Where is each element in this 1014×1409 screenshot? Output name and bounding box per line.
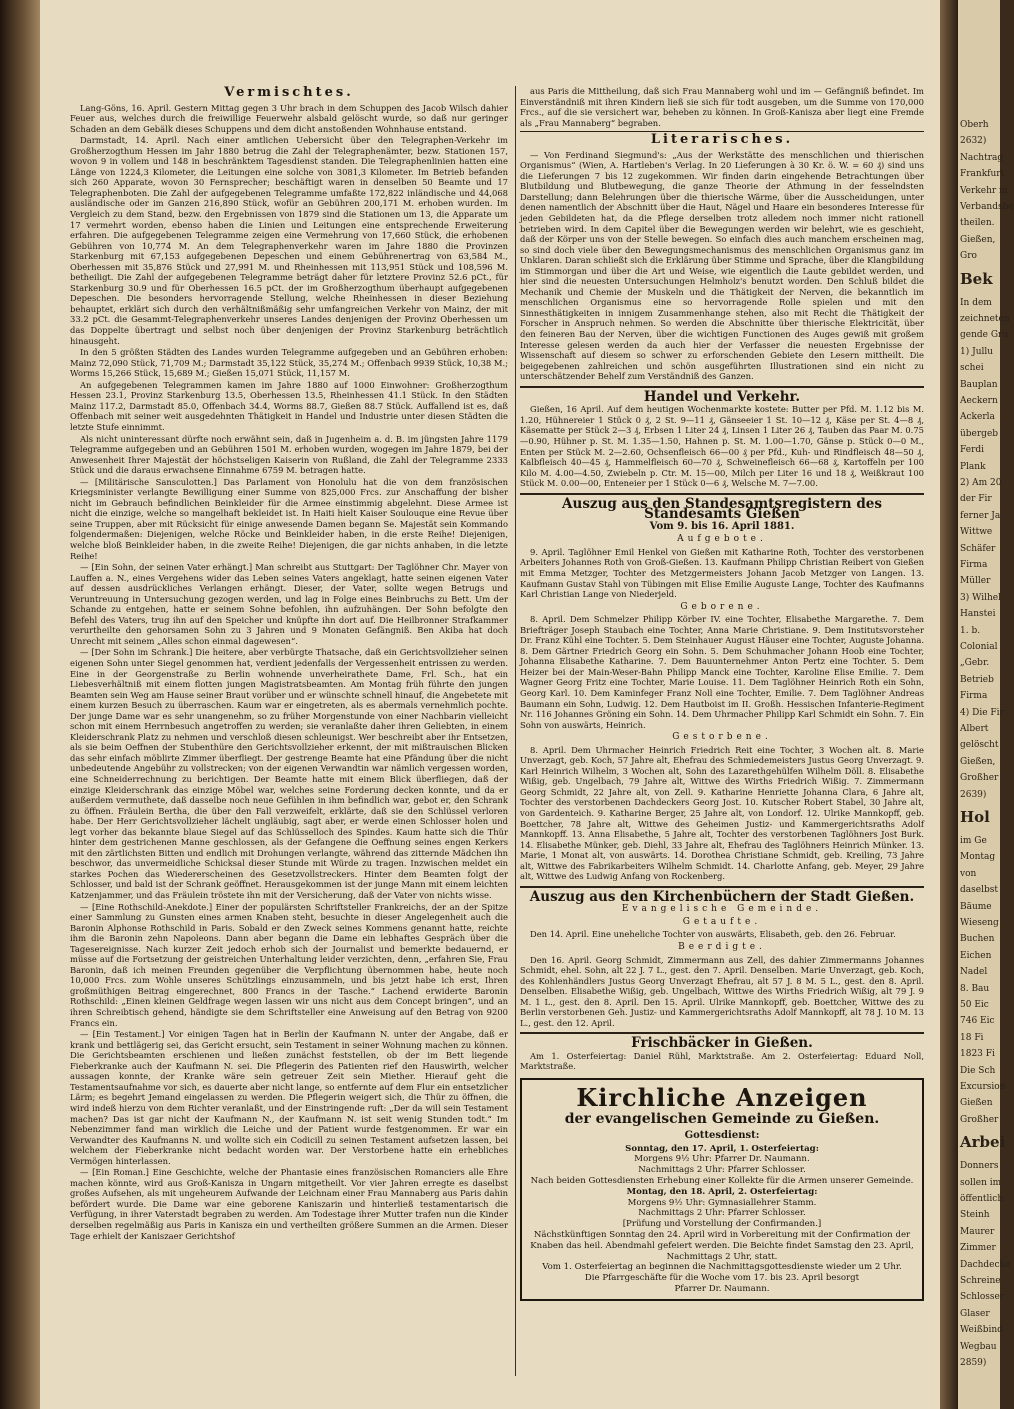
box-line: Nachmittags 2 Uhr: Pfarrer Schlosser. — [638, 1208, 806, 1219]
article-paragraph: — [Ein Roman.] Eine Geschichte, welche der Phantasie eines französischen Romanciers alle Ehre machen könnte, wird aus Groß-Kanisza in Ungarn mitgetheilt. Vor vier Jahren erregte es daselbst großes Aufsehen, als mit ungeheurem Aufwande der Leichnam einer Frau Mannaberg aus Paris dahin befördert wurde. Die Dame war eine geborene Kaniszarin und hinterließ testamentarisch die Verfügung, in ihrer Vaterstadt begraben zu werden. Am Todestage ihrer Mutter trafen nun die Kinder derselben regelmäßig aus Paris in Kanisza ein und vertheilten größere Summen an die Armen. Dieser Tage erhielt der Kaniszaer Gerichtshof — [70, 1167, 508, 1241]
next-page-fragment: Hol — [960, 808, 990, 826]
aufgebote-text: 9. April. Taglöhner Emil Henkel von Gießen mit Katharine Roth, Tochter des verstorbenen Arbeiters Johannes Roth von Groß-Gießen. 13. Kaufmann Philipp Christian Reibert von Gießen mit Emma Metzger, Tochter des Metzgermeisters Johann Jacob Metzger von Langen. 13. Kaufmann Gustav Stahl von Tübingen mit Elise Emilie Auguste Lange, Tochter des Kaufmanns Karl Christian Lange von Niederjeld. — [520, 546, 924, 600]
next-page-fragment: Arbei — [960, 1133, 1006, 1152]
next-page-fragment: Schreine — [960, 1276, 1001, 1286]
section-heading-vermischtes: Vermischtes. — [224, 85, 354, 100]
beerdigte-text: Den 16. April. Georg Schmidt, Zimmermann aus Zell, des dahier Zimmermanns Johannes Schmidt, ehel. Sohn, alt 22 J. 7 L., gest. den 7. April. Denselben. Marie Unverzagt, geb. Koch, des Kohlenhändlers Justus Georg Unverzagt Ehefrau, alt 57 J. 8 M. 5 L., gest. den 8. April. Denselben. Elisabethe Wißig, geb. Ungelbach, Wittwe des Wirths Friedrich Wißig, alt 79 J. 9 M. 1 L., gest. den 8. April. Den 15. April. Ulrike Mannkopff, geb. Boettcher, Wittwe des zu Berlin verstorbenen Geh. Justiz- und Kammergerichtsraths Adolf Mannkopff, alt 78 J. 10 M. 13 L., gest. den 12. April. — [520, 954, 924, 1028]
next-page-fragment: im Ge — [960, 836, 987, 846]
box-line: Die Pfarrgeschäfte für die Woche vom 17. bis 23. April besorgt — [584, 1273, 860, 1284]
next-page-fragment: zeichneten — [960, 314, 1010, 324]
section-heading-kirchenbuecher: Auszug aus den Kirchenbüchern der Stadt Gießen. — [529, 888, 915, 905]
box-line: Vom 1. Osterfeiertag an beginnen die Nachmittagsgottesdienste wieder um 2 Uhr. — [542, 1262, 902, 1273]
bakers-text: Am 1. Osterfeiertag: Daniel Rühl, Marktstraße. Am 2. Osterfeiertag: Eduard Noll, Marktstraße. — [520, 1050, 924, 1072]
top-paragraph: aus Paris die Mittheilung, daß sich Frau Mannaberg wohl und im — Gefängniß befindet. Im Einverständniß mit ihren Kindern ließ sie sich für todt ausgeben, um die Summe von 170,000 Frcs., auf die sie versichert war, beheben zu können. In Groß-Kanisza aber liegt eine Fremde als „Frau Mannaberg“ begraben. — [520, 86, 924, 128]
registry-dates: Vom 9. bis 16. April 1881. — [649, 520, 795, 532]
column-rule — [515, 86, 516, 1376]
next-page-fragment: Gießen — [960, 1098, 993, 1109]
box-line: [Prüfung und Vorstellung der Confirmanden.] — [622, 1219, 822, 1230]
box-line: Sonntag, den 17. April, 1. Osterfeiertag: — [625, 1143, 819, 1154]
box-title: Kirchliche Anzeigen — [576, 1083, 868, 1113]
next-page-fragment: Schäfer — [960, 543, 996, 554]
box-line: Nächstkünftigen Sonntag den 24. April wird in Vorbereitung mit der Confirmation der Knaben das heil. Abendmahl gefeiert werden. Die Beichte findet Samstag den 23. April, Nachmittags 2 Uhr, statt. — [530, 1229, 914, 1262]
getaufte-label: Getaufte. — [682, 916, 762, 927]
next-page-fragment: Plank — [960, 461, 986, 472]
next-page-fragment: Gro — [960, 251, 977, 262]
next-page-fragment: Glaser — [960, 1308, 990, 1319]
gestorbene-label: Gestorbene. — [672, 732, 772, 743]
article-paragraph: — [Eine Rothschild-Anekdote.] Einer der populärsten Schriftsteller Frankreichs, der an der Spitze einer Sammlung zu Gunsten eines armen Knaben steht, besuchte in dieser Angelegenheit auch die Baronin Alphonse Rothschild in Paris. Sobald er den Zweck seines Kommens genannt hatte, reichte ihm die Baronin zehn Napoleons. Dann aber begann die Dame ein lebhaftes Gespräch über die Tagesereignisse. Nach kurzer Zeit jedoch erhob sich der Journalist und bemerkte bedauernd, er müsse auf die Fortsetzung der geistreichen Unterhaltung leider verzichten, denn, „erfahren Sie, Frau Baronin, daß ich meinen Freunden gegenüber die Verpflichtung übernommen habe, heute noch 10,000 Frcs. zum Wohle unseres Schützlings einzusammeln, und bis jetzt habe ich erst, Ihren großmüthigen Beitrag eingerechnet, 800 Francs in der Tasche.“ Lachend erwiderte Baronin Rothschild: „Einen kleinen Geldfrage wegen lassen wir uns nicht aus dem Concept bringen“, und an ihren Schreibtisch gehend, händigte sie dem Schriftsteller eine Anweisung auf den Betrag von 9200 Francs ein. — [70, 901, 508, 1028]
next-page-fragment: 50 Eic — [960, 1000, 989, 1010]
getaufte-text: Den 14. April. Eine uneheliche Tochter von auswärts, Elisabeth, geb. den 26. Februar. — [530, 929, 896, 940]
box-line: Pfarrer Dr. Naumann. — [674, 1283, 770, 1294]
next-page-fragment: 2) Am 20 — [960, 478, 1002, 488]
article-paragraph: — [Ein Testament.] Vor einigen Tagen hat in Berlin der Kaufmann N. unter der Angabe, daß er krank und bettlägerig sei, das Gericht ersucht, sein Testament in seiner Wohnung machen zu können. Die Gerichtsbeamten erschienen und ließen zunächst feststellen, ob der im Bett liegende Fieberkranke auch der Kaufmann N. sei. Die Pflegerin des Patienten rief den Hauswirth, welcher aussagen konnte, der Kranke wäre sein getreuer Zeit sein Miether. Hierauf geht die Testamentsaufnahme vor sich, es dauerte aber nicht lange, so entfernte auf dem Flur ein entsetzlicher Lärm; es begehrt Jemand eingelassen zu werden. Die Pflegerin weigert sich, die Thür zu öffnen, die wird indeß hierzu von dem Richter veranlaßt, und der Einstringende ruft: „Der da will sein Testament machen? Das ist gar nicht der Kaufmann N., der Kaufmann N. ist seit wenig Stunden todt.“ Im Nebenzimmer fand man wirklich die Leiche und der Patient wurde festgenommen. Er war ein Verwandter des Kaufmanns N. und wollte sich ein Codicill zu seinen Testament aufsetzen lassen, bei welchem der Fieberkranke nicht bedacht worden war. Der Verstorbene hatte ein erhebliches Vermögen hinterlassen. — [70, 1029, 508, 1166]
next-page-fragment: 1823 Fi — [960, 1049, 995, 1060]
next-page-fragment: 4) Die Fir — [960, 707, 1004, 718]
next-page-fragment: 18 Fi — [960, 1032, 984, 1043]
left-paragraphs — [70, 103, 508, 1242]
article-paragraph: Darmstadt, 14. April. Nach einer amtlichen Uebersicht über den Telegraphen-Verkehr im Großherzogthum Hessen im Jahr 1880 betrug die Zahl der Telegraphenämter, bezw. Stationen 157, wovon 9 in vollem und 148 in beschränktem Tagesdienst standen. Die Telegraphenlinien hatten eine Länge von 1224,3 Kilometer, die Leitungen eine solche von 3081,3 Kilometer. Im Betrieb befanden sich 260 Apparate, wovon 30 Fernsprecher; beschäftigt waren in denselben 50 Beamte und 17 Telegraphenboten. Die Zahl der aufgegebenen Telegramme umfaßte 172,822 inländische und 44,068 ausländische oder im Ganzen 216,890 Stück, wofür an Gebühren 200,171 M. erhoben wurden. Im Vergleich zu dem Stand, bezw. den Ergebnissen von 1879 sind die Stationen um 13, die Apparate um 17 vermehrt worden, ebenso haben die Linien und Leitungen eine entsprechende Erweiterung erfahren. Die aufgegebenen Telegramme zeigen eine Vermehrung von 17,660 Stück, die erhobenen Gebühren von 10,774 M. An dem Telegraphenverkehr waren im Jahre 1880 die Provinzen Starkenburg mit 67,153 aufgegebenen Depeschen und einem Gebührenertrag von 63,584 M., Oberhessen mit 35,876 Stück und 27,991 M. und Rheinhessen mit 113,951 Stück und 108,596 M. betheiligt. Die Zahl der aufgegebenen Telegramme beträgt daher für letztere Provinz 52.6 pCt., für Starkenburg 30.9 und für Oberhessen 16.5 pCt. der im Großherzogthum überhaupt aufgegebenen Depeschen. Die besonders hervorragende Stellung, welche Rheinhessen in dieser Beziehung behauptet, erklärt sich durch den verhältnißmäßig sehr umfangreichen Verkehr von Mainz, der mit 33.2 pCt. die Gesammt-Telegraphenverkehr unseres Landes denjenigen der Provinz Oberhessen um das Doppelte übertragt und selbst noch über denjenigen der Provinz Starkenburg beträchtlich hinausgeht. — [70, 135, 508, 346]
box-line: Montag, den 18. April, 2. Osterfeiertag: — [626, 1186, 818, 1197]
divider — [520, 386, 924, 388]
next-page-fragment: Nachtrag — [960, 152, 1004, 163]
next-page-fragment: 2639) — [960, 789, 987, 800]
next-page-fragment: Gießen, — [960, 756, 996, 767]
next-page-fragment: Großher — [960, 773, 999, 784]
next-page-fragment: der Fir — [960, 494, 992, 505]
next-page-fragment: gende Gru — [960, 330, 1009, 341]
next-page-fragment: Buchen — [960, 934, 995, 945]
newspaper-page — [40, 0, 940, 1409]
left-column — [70, 86, 508, 1386]
next-page-fragment: 1) Jullu — [960, 346, 994, 357]
box-service-label: Gottesdienst: — [684, 1130, 760, 1142]
aufgebote-label: Aufgebote. — [677, 534, 767, 545]
church-notice-box — [520, 1078, 924, 1301]
next-page-fragment: theilen. — [960, 218, 995, 229]
next-page-fragment: Zimmer — [960, 1243, 996, 1254]
box-subtitle: der evangelischen Gemeinde zu Gießen. — [564, 1111, 880, 1128]
next-page-fragment: Ackerla — [960, 412, 995, 423]
next-page-fragment: Verkehr m — [960, 185, 1008, 196]
next-page-fragment: Bek — [960, 269, 993, 288]
section-heading-frischbaecker: Frischbäcker in Gießen. — [631, 1035, 813, 1052]
divider — [520, 886, 924, 888]
next-page-fragment: Albert — [960, 724, 989, 734]
next-page-fragment: Gießen, — [960, 234, 996, 245]
trade-text: Gießen, 16 April. Auf dem heutigen Wochenmarkte kostete: Butter per Pfd. M. 1.12 bis M. 1.20, Hühnereier 1 Stück 0 ₰, 2 St. 9—11 ₰, Gänseeier 1 St. 10—12 ₰, Käse per St. 4—8 ₰, Käsematte per Stück 2—3 ₰, Erbsen 1 Liter 24 ₰, Linsen 1 Liter 26 ₰, Tauben das Paar M. 0.75—0.90, Hühner p. St. M. 1.35—1.50, Hahnen p. St. M. 1.00—1.70, Gänse p. Stück 0—0 M., Enten per Stück M. 2—2.60, Ochsenfleisch 66—00 ₰ per Pfd., Kuh- und Rindfleisch 48—50 ₰, Kalbfleisch 40—45 ₰, Hammelfleisch 60—70 ₰, Schweinefleisch 66—68 ₰, Kartoffeln per 100 Kilo M. 4.00—4.50, Zwiebeln p. Ctr. M. 15—00, Milch per Liter 16 und 18 ₰, Weißkraut 100 Stück M. 0.00—00, Enteneier per 1 Stück 0—6 ₰, Welsche M. 7—7.00. — [520, 404, 924, 489]
next-page-fragment: Donners — [960, 1161, 999, 1172]
next-page-fragment: Bäume — [960, 901, 992, 912]
next-page-fragment: Wieseng — [960, 918, 999, 928]
next-page-fragment: 746 Eic — [960, 1016, 995, 1027]
box-line: Nach beiden Gottesdiensten Erhebung einer Kollekte für die Armen unserer Gemeinde. — [530, 1175, 914, 1186]
next-page-fragment: Aeckern — [960, 396, 998, 406]
book-spine — [0, 0, 40, 1409]
next-page-fragment: „Gebr. — [960, 658, 990, 669]
next-page-fragment: Betrieb — [960, 674, 994, 685]
next-page-fragment: Hanstei — [960, 609, 996, 620]
next-page-fragment: Frankfurt — [960, 169, 1005, 180]
next-page-fragment: Müller — [960, 576, 991, 587]
next-page-fragment: Oberh — [960, 120, 989, 130]
next-page-fragment: 3) Wilhel — [960, 592, 1001, 603]
next-page-fragment: schei — [960, 363, 984, 374]
article-paragraph: — [Militärische Sansculotten.] Das Parlament von Honolulu hat die von dem französischen Kriegsminister verlangte Bewilligung einer Summe von 825,000 Frcs. zur Anschaffung der bisher nicht im Gebrauch befindlichen Beinkleider für die Armee einstimmig abgelehnt. Diese Armee ist nicht die einzige, welche so mangelhaft bekleidet ist. In Haiti hielt Kaiser Soulouque eine Revue über seine Truppen, aber mit Rücksicht für einige anwesende Damen begann Se. Majestät sein Kommando folgendermaßen: Diejenigen, welche Röcke und Beinkleider haben, in die erste Reihe! Diejenigen, welche bloß Beinkleider haben, in die zweite Reihe! Diejenigen, die gar nichts anhaben, in die letzte Reihe! — [70, 476, 508, 561]
next-page-fragment: Schlosser — [960, 1292, 1005, 1303]
next-page-fragment: Maurer — [960, 1226, 995, 1237]
next-page-fragment: Wittwe — [960, 527, 993, 538]
section-heading-handel: Handel und Verkehr. — [643, 388, 801, 405]
article-paragraph: Als nicht uninteressant dürfte noch erwähnt sein, daß in Jugenheim a. d. B. im jüngsten Jahre 1179 Telegramme aufgegeben und an Gebühren 1501 M. erhoben wurden, wogegen im Jahre 1879, bei der Anwesenheit Ihrer Majestät der höchstseligen Kaiserin von Rußland, die Zahl der Telegramme 2333 Stück und die daraus erwachsene Einnahme 6759 M. betragen hatte. — [70, 433, 508, 476]
divider — [520, 493, 924, 495]
article-paragraph: — [Ein Sohn, der seinen Vater erhängt.] Man schreibt aus Stuttgart: Der Taglöhner Chr. Mayer von Lauffen a. N., eines Vergehens wider das Leben seines Vaters angeklagt, hatte seinen eigenen Vater auf dessen ausdrückliches Verlangen erhängt. Dieser, der Vater, sollte wegen Betrugs und Veruntreuung in Untersuchung gezogen werden, und lag in Folge eines Beinbruchs zu Bett. Um der Schande zu entgehen, hatte er seinem Sohne befohlen, ihn aufzuhängen. Der Sohn befolgte den Befehl des Vaters, trug ihn auf den Speicher und knüpfte ihn dort auf. Die Heilbronner Strafkammer verurtheilte den gehorsamen Sohn zu 3 Jahren und 9 Monaten Gefängniß. Ben Akiba hat doch Unrecht mit seinem „Alles schon einmal dagewesen“. — [70, 562, 508, 646]
section-heading-literarisches: Literarisches. — [650, 132, 794, 148]
next-page-fragment: ferner Ja — [960, 510, 1001, 521]
next-page-fragment: Weißbind — [960, 1325, 1003, 1336]
next-page-fragment: Eichen — [960, 950, 992, 961]
next-page-fragment: übergeb — [960, 428, 999, 439]
article-paragraph: — [Der Sohn im Schrank.] Die heitere, aber verbürgte Thatsache, daß ein Gerichtsvollzieher seinen eigenen Sohn unter Siegel genommen hat, verdient jedenfalls der Vergessenheit entrissen zu werden. Eine in der Georgenstraße zu Berlin wohnende unverheirathete Dame, Frl. Sch., hat ein Liebesverhältniß mit einem flotten jungen Magistratsbeamten. Am Montag früh führte den jungen Beamten sein Weg am Hause seiner Braut vorüber und er wünschte schnell hinauf, die Angebetete mit einem kurzen Besuch zu überraschen. Kaum war er eingetreten, als es abermals vernehmlich pochte. Der junge Dame war es sehr unangenehm, so zu früher Morgenstunde von einer Nachbarin vielleicht schon mit einem Herrnbesuch angetroffen zu werden; sie veranlaßte daher ihren Geliebten, in einem Kleiderschrank Platz zu nehmen und verschloß diesen schleunigst. Wer beschreibt aber ihr Entsetzen, als sie beim Oeffnen der Stubenthüre den Gerichtsvollzieher erkennt, der mit mißtrauischen Blicken das sehr einfach möblirte Zimmer überfliegt. Der gestrenge Beamte hat eine Pfändung über die nicht unbedeutende Angebühr zu vollstrecken; von der eigenen Verwandtin war nämlich vergessen worden, eine Schneiderrechnung zu berichtigen. Der Beamte hatte mit einem Blick überfliegen, daß der einzige Kleiderschrank das einzige Möbel war, welches seine Forderung decken konnte, und da er außerdem vermuthete, daß dasselbe noch neue Gefühlen in ihm befindlich war, gebot er, den Schrank zu öffnen. Fräulein Bertha, die über den Fall verzweifelt, erklärte, daß sie den Schlüssel verloren habe. Der Herr Gerichtsvollzieher lächelt ungläubig, sagt aber, er werde einen Schlosser holen und legt vorher das bekannte blaue Siegel auf das Schlüsselloch des Spindes. Kaum hatte sich die Thür hinter dem gestrichenen Manne geschlossen, als der Gefangene die Oeffnung seines engen Kerkers mit den zärtlichsten Bitten und endlich mit Drohungen verlangte, während das zitternde Mädchen ihn beschwor, das unvermeidliche Schicksal dieser Stunde mit Würde zu tragen. Inzwischen meldet ein starkes Pochen das Wiedererscheinen des Gesetzvollstreckers. Hinter dem Beamten folgt der Schlosser, und bald ist der Schrank geöffnet. Herausgekommen ist der junge Mann mit einem leichten Katzenjammer, und das Fräulein tröstete ihn mit der Versicherung, daß der Vater von nichts wisse. — [70, 647, 508, 901]
next-page-fragment: Montag — [960, 852, 996, 863]
next-page-fragment: Colonial — [960, 642, 998, 652]
next-page-fragment: Steinh — [960, 1210, 990, 1221]
geborene-text: 8. April. Dem Schmelzer Philipp Körber IV. eine Tochter, Elisabethe Margarethe. 7. Dem Briefträger Joseph Staubach eine Tochter, Anna Marie Christiane. 9. Dem Institutsvorsteher Dr. Franz Kühl eine Tochter. 5. Dem Steinhauer August Häuser eine Tochter, Auguste Johanna. 8. Dem Gärtner Friedrich Georg ein Sohn. 5. Dem Schuhmacher Johann Hoob eine Tochter, Johanna Elisabethe Katharine. 7. Dem Bauunternehmer Anton Pertz eine Tochter. 5. Dem Heizer bei der Main-Weser-Bahn Philipp Manck eine Tochter, Karoline Elise Emilie. 7. Dem Wagner Georg Fritz eine Tochter, Marie Louise. 11. Dem Taglöhner Heinrich Roth ein Sohn, Georg Karl. 10. Dem Kaminfeger Franz Noll eine Tochter, Emilie. 7. Dem Taglöhner Andreas Baumann ein Sohn, Ludwig. 12. Dem Hautboist im II. Großh. Hessischen Infanterie-Regiment Nr. 116 Johannes Gröning ein Sohn. 14. Dem Uhrmacher Philipp Karl Schmidt ein Sohn. 7. Ein Sohn von auswärts, Heinrich. — [520, 614, 924, 730]
next-page-fragment: Dachdecke — [960, 1259, 1011, 1270]
next-page-fragment: von — [960, 868, 977, 879]
next-page-fragment: 2859) — [960, 1358, 987, 1368]
next-page-fragment: öffentlich — [960, 1194, 1004, 1204]
article-paragraph: In den 5 größten Städten des Landes wurden Telegramme aufgegeben und an Gebühren erhoben: Mainz 72,090 Stück, 71,709 M.; Darmstadt 35,122 Stück, 35,274 M.; Offenbach 9939 Stück, 10,38 M.; Worms 15,266 Stück, 15,689 M.; Gießen 15,071 Stück, 11,157 M. — [70, 347, 508, 379]
literary-text: — Von Ferdinand Siegmund's: „Aus der Werkstätte des menschlichen und thierischen Organismus“ (Wien, A. Hartleben's Verlag. In 20 Lieferungen à 30 Kr. ö. W. = 60 ₰) sind uns die Lieferungen 7 bis 12 zugekommen. Wir finden darin eingehende Betrachtungen über Blutbildung und Blutbewegung, die ganze Theorie der Athmung in der fesselndsten Darstellung; dann Belehrungen über die thierische Wärme, über die Ausscheidungen, unter denen namentlich der Abschnitt über die Haut, Nägel und Haare ein besonderes Interesse für jeden Gebildeten hat, da die Pflege derselben trotz alledem noch immer nicht rationell betrieben wird. In dem Capitel über die Bewegungen werden wir belehrt, wie es geschieht, daß der Körper uns von der Stelle bewegen. So einfach dies auch manchem erscheinen mag, so sind doch viele über den Bewegungsmechanismus des menschlichen Organismus ganz im Unklaren. Daran schließt sich die Erklärung über Stimme und Sprache, über die Klangbildung im Stimmorgan und über die Art und Weise, wie eigentlich die Laute gebildet werden, und hier sind die neuesten Untersuchungen Helmholz's benutzt worden. Den Schluß bildet die Mechanik und Chemie der Muskeln und die Thätigkeit der Nerven, die bekanntlich im menschlichen Organismus eine so hervorragende Rolle spielen und mit den Sinnesthätigkeiten in innigem Zusammenhange stehen, also mit Recht die Thätigkeit der Forscher in Anspruch nehmen. So werden die Abschnitte über thierische Elektricität, über den feineren Bau der Nerven, über die wichtigen Functionen des Auges gewiß mit großem Interesse gelesen werden da auch hier der Verfasser die neuesten Ergebnisse der Wissenschaft auf diesem so schwer zu erforschenden Gebiete den Lesern mittheilt. Die beigegebenen zahlreichen und schön ausgeführten Illustrationen sind ein nicht zu unterschätzender Behelf zum Verständniß des Ganzen. — [520, 149, 924, 382]
right-column — [520, 86, 924, 1386]
next-page-fragment: 2632) — [960, 136, 987, 147]
evangelical-label: Evangelische Gemeinde. — [621, 904, 823, 915]
next-page-fragment: Firma — [960, 691, 988, 702]
beerdigte-label: Beerdigte. — [678, 942, 766, 953]
next-page-fragment: Die Sch — [960, 1065, 996, 1076]
next-page-fragment: Ferdi — [960, 445, 985, 456]
next-page-fragment: Firma — [960, 560, 988, 570]
box-lines — [528, 1144, 916, 1295]
next-page-fragment: Großher — [960, 1114, 999, 1125]
article-paragraph: Lang-Göns, 16. April. Gestern Mittag gegen 3 Uhr brach in dem Schuppen des Jacob Wilsch dahier Feuer aus, welches durch die freiwillige Feuerwehr alsbald gelöscht wurde, so daß nur geringer Schaden an dem Gebälk dieses Schuppens und dem dicht anstoßenden Wohnhause entstand. — [70, 102, 508, 134]
geborene-label: Geborene. — [680, 601, 764, 612]
next-page-fragment: 1. b. — [960, 625, 981, 636]
next-page-fragment: Bauplan — [960, 379, 998, 390]
page-gutter — [940, 0, 958, 1409]
box-line: Morgens 9½ Uhr: Gymnasiallehrer Stamm. — [627, 1197, 817, 1208]
next-page-edge — [958, 0, 1014, 1409]
divider — [520, 1032, 924, 1034]
next-page-fragment: Excursion — [960, 1082, 1006, 1092]
box-line: Nachmittags 2 Uhr: Pfarrer Schlosser. — [638, 1165, 806, 1176]
next-page-fragment: Verbandsbe — [960, 202, 1014, 212]
gestorbene-text: 8. April. Dem Uhrmacher Heinrich Friedrich Reit eine Tochter, 3 Wochen alt. 8. Marie Unverzagt, geb. Koch, 57 Jahre alt, Ehefrau des Schmiedemeisters Justus Georg Unverzagt. 9. Karl Heinrich Wilhelm, 3 Wochen alt, Sohn des Lazarethgehülfen Wilhelm Döll. 8. Elisabethe Wißig, geb. Ungelbach, 79 Jahre alt, Wittwe des Wirths Friedrich Wißig. 7. Zimmermann Georg Schmidt, 22 Jahre alt, von Zell. 9. Katharine Henriette Johanna Clara, 6 Jahre alt, Tochter des verstorbenen Dachdeckers Georg Jost. 10. Kutscher Robert Stabel, 30 Jahre alt, von Gardenteich. 9. Katharine Berger, 25 Jahre alt, von Londorf. 12. Ulrike Mannkopff, geb. Boettcher, 78 Jahre alt, Wittwe des Geheimen Justiz- und Kammergerichtsraths Adolf Mannkopff. 13. Anna Elisabethe, 5 Jahre alt, Tochter des verstorbenen Taglöhners Jost Burk. 14. Elisabethe Münker, geb. Diehl, 33 Jahre alt, Ehefrau des Taglöhners Heinrich Münker. 13. Marie, 1 Monat alt, von auswärts. 14. Dorothea Christiane Schmidt, geb. Kreiling, 73 Jahre alt, Wittwe des Fabrikarbeiters Wilhelm Schmidt. 14. Charlotte Anfang, geb. Meyer, 29 Jahre alt, Wittwe des Ludwig Anfang von Rockenberg. — [520, 744, 924, 882]
article-paragraph: An aufgegebenen Telegrammen kamen im Jahre 1880 auf 1000 Einwohner: Großherzogthum Hessen 23.1, Provinz Starkenburg 13.5, Oberhessen 13.5, Rheinhessen 41.1 Stück. In den Städten Mainz 117.2, Darmstadt 85.0, Offenbach 34.4, Worms 88.7, Gießen 88.7 Stück. Auffallend ist es, daß Offenbach mit seiner weit ausgedehnten Thätigkeit in Handel und Industrie unter diesen Städten die letzte Stufe einnimmt. — [70, 379, 508, 432]
next-page-fragment: gelöscht — [960, 740, 999, 751]
next-page-fragment: In dem — [960, 297, 992, 308]
box-line: Morgens 9½ Uhr: Pfarrer Dr. Naumann. — [634, 1154, 810, 1165]
next-page-fragment: 8. Bau — [960, 983, 990, 994]
section-heading-standesamt: Auszug aus den Standesamtsregistern des Standesamts Gießen — [562, 495, 882, 523]
next-page-fragment: daselbst — [960, 885, 998, 896]
next-page-fragment: Wegbau — [960, 1341, 997, 1352]
next-page-fragment: sollen im — [960, 1177, 1002, 1188]
next-page-fragment: Nadel — [960, 967, 988, 978]
